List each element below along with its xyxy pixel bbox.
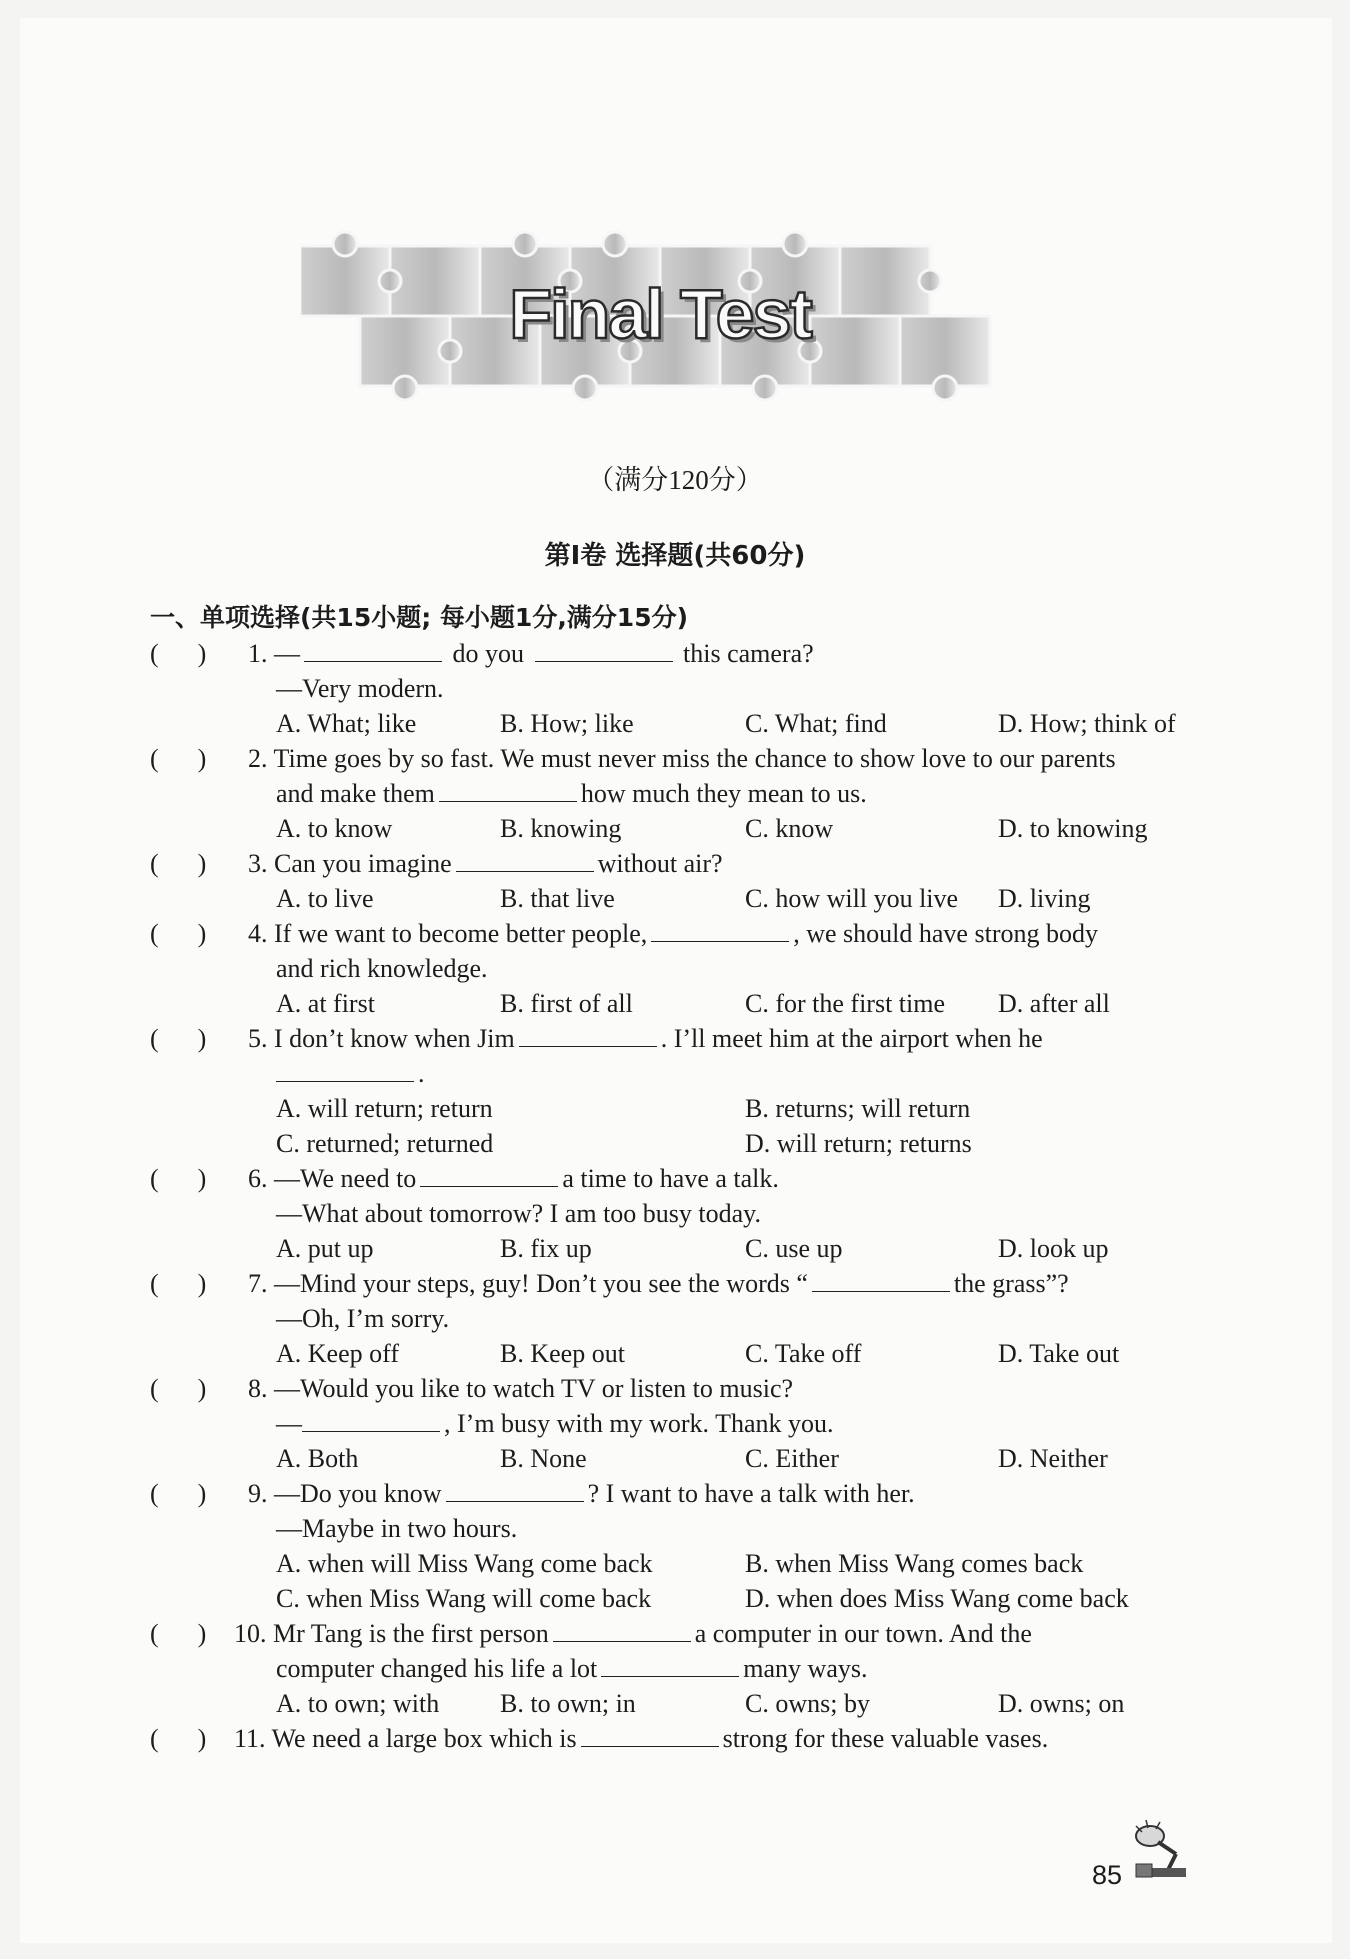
option-c[interactable]: C. Take off <box>745 1339 862 1368</box>
question-line: 2. Time goes by so fast. We must never miss the chance to show love to our parents <box>248 744 1116 773</box>
blank[interactable] <box>651 921 789 942</box>
option-d[interactable]: D. living <box>998 884 1091 913</box>
option-b[interactable]: B. to own; in <box>500 1689 636 1718</box>
question-line: and rich knowledge. <box>276 954 488 983</box>
question-line: and make them how much they mean to us. <box>276 779 867 808</box>
option-b[interactable]: B. fix up <box>500 1234 592 1263</box>
option-b[interactable]: B. when Miss Wang comes back <box>745 1549 1084 1578</box>
option-d[interactable]: D. when does Miss Wang come back <box>745 1584 1129 1613</box>
answer-bracket[interactable]: ( ) <box>150 1724 207 1753</box>
part-title: 第Ⅰ卷 选择题(共60分) <box>544 541 806 571</box>
question-line: 8. —Would you like to watch TV or listen to music? <box>248 1374 794 1403</box>
question-line: 1. — do you this camera? <box>248 639 814 668</box>
blank[interactable] <box>446 1481 584 1502</box>
option-b[interactable]: B. returns; will return <box>745 1094 971 1123</box>
blank[interactable] <box>302 1411 440 1432</box>
option-b[interactable]: B. that live <box>500 884 615 913</box>
question-line: 5. I don’t know when Jim . I’ll meet him at the airport when he <box>248 1024 1043 1053</box>
blank[interactable] <box>304 641 442 662</box>
option-c[interactable]: C. use up <box>745 1234 843 1263</box>
question-line: —Maybe in two hours. <box>276 1514 518 1543</box>
option-c[interactable]: C. What; find <box>745 709 887 738</box>
question-line: 4. If we want to become better people, , we should have strong body <box>248 919 1098 948</box>
question-line: 11. We need a large box which is strong for these valuable vases. <box>234 1724 1049 1753</box>
blank[interactable] <box>420 1166 558 1187</box>
desk-lamp-icon <box>1128 1820 1192 1880</box>
question-line: —Oh, I’m sorry. <box>276 1304 450 1333</box>
option-d[interactable]: D. to knowing <box>998 814 1148 843</box>
question-line: . <box>276 1058 425 1090</box>
option-d[interactable]: D. Take out <box>998 1339 1120 1368</box>
option-c[interactable]: C. for the first time <box>745 989 946 1018</box>
option-a[interactable]: A. Both <box>276 1444 359 1473</box>
option-a[interactable]: A. to live <box>276 884 374 913</box>
page-number: 85 <box>1092 1860 1123 1890</box>
answer-bracket[interactable]: ( ) <box>150 919 207 948</box>
answer-bracket[interactable]: ( ) <box>150 1024 207 1053</box>
answer-bracket[interactable]: ( ) <box>150 1479 207 1508</box>
question-line: 6. —We need to a time to have a talk. <box>248 1164 779 1193</box>
option-b[interactable]: B. first of all <box>500 989 633 1018</box>
option-a[interactable]: A. will return; return <box>276 1094 493 1123</box>
answer-bracket[interactable]: ( ) <box>150 639 207 668</box>
option-c[interactable]: C. when Miss Wang will come back <box>276 1584 652 1613</box>
question-line: 9. —Do you know ? I want to have a talk with her. <box>248 1479 915 1508</box>
option-a[interactable]: A. Keep off <box>276 1339 399 1368</box>
option-d[interactable]: D. after all <box>998 989 1110 1018</box>
option-a[interactable]: A. at first <box>276 989 375 1018</box>
answer-bracket[interactable]: ( ) <box>150 1374 207 1403</box>
answer-bracket[interactable]: ( ) <box>150 1269 207 1298</box>
blank[interactable] <box>519 1026 657 1047</box>
question-line: computer changed his life a lot many ways. <box>276 1654 868 1683</box>
answer-bracket[interactable]: ( ) <box>150 744 207 773</box>
question-line: —Very modern. <box>276 674 444 703</box>
option-a[interactable]: A. to know <box>276 814 393 843</box>
question-line: 10. Mr Tang is the first person a computer in our town. And the <box>234 1619 1032 1648</box>
option-a[interactable]: A. when will Miss Wang come back <box>276 1549 653 1578</box>
option-d[interactable]: D. will return; returns <box>745 1129 972 1158</box>
blank[interactable] <box>581 1726 719 1747</box>
option-c[interactable]: C. Either <box>745 1444 839 1473</box>
answer-bracket[interactable]: ( ) <box>150 849 207 878</box>
option-d[interactable]: D. look up <box>998 1234 1109 1263</box>
question-line: 3. Can you imagine without air? <box>248 849 723 878</box>
option-a[interactable]: A. What; like <box>276 709 417 738</box>
blank[interactable] <box>553 1621 691 1642</box>
option-d[interactable]: D. How; think of <box>998 709 1176 738</box>
option-b[interactable]: B. Keep out <box>500 1339 625 1368</box>
blank[interactable] <box>439 781 577 802</box>
option-a[interactable]: A. to own; with <box>276 1689 440 1718</box>
question-line: — , I’m busy with my work. Thank you. <box>276 1409 834 1438</box>
blank[interactable] <box>812 1271 950 1292</box>
answer-bracket[interactable]: ( ) <box>150 1164 207 1193</box>
section-title: 一、单项选择(共15小题; 每小题1分,满分15分) <box>150 603 689 632</box>
full-score-note: （满分120分） <box>587 465 763 495</box>
blank[interactable] <box>535 641 673 662</box>
answer-bracket[interactable]: ( ) <box>150 1619 207 1648</box>
option-c[interactable]: C. how will you live <box>745 884 959 913</box>
option-c[interactable]: C. returned; returned <box>276 1129 494 1158</box>
option-b[interactable]: B. None <box>500 1444 587 1473</box>
question-line: 7. —Mind your steps, guy! Don’t you see the words “ the grass”? <box>248 1269 1069 1298</box>
option-b[interactable]: B. How; like <box>500 709 634 738</box>
option-d[interactable]: D. owns; on <box>998 1689 1125 1718</box>
blank[interactable] <box>276 1061 414 1082</box>
option-b[interactable]: B. knowing <box>500 814 622 843</box>
question-line: —What about tomorrow? I am too busy today. <box>276 1199 761 1228</box>
option-a[interactable]: A. put up <box>276 1234 374 1263</box>
banner <box>300 226 1020 416</box>
blank[interactable] <box>601 1656 739 1677</box>
banner-title: Final Test <box>509 275 811 353</box>
option-c[interactable]: C. know <box>745 814 834 843</box>
blank[interactable] <box>456 851 594 872</box>
option-c[interactable]: C. owns; by <box>745 1689 870 1718</box>
option-d[interactable]: D. Neither <box>998 1444 1108 1473</box>
